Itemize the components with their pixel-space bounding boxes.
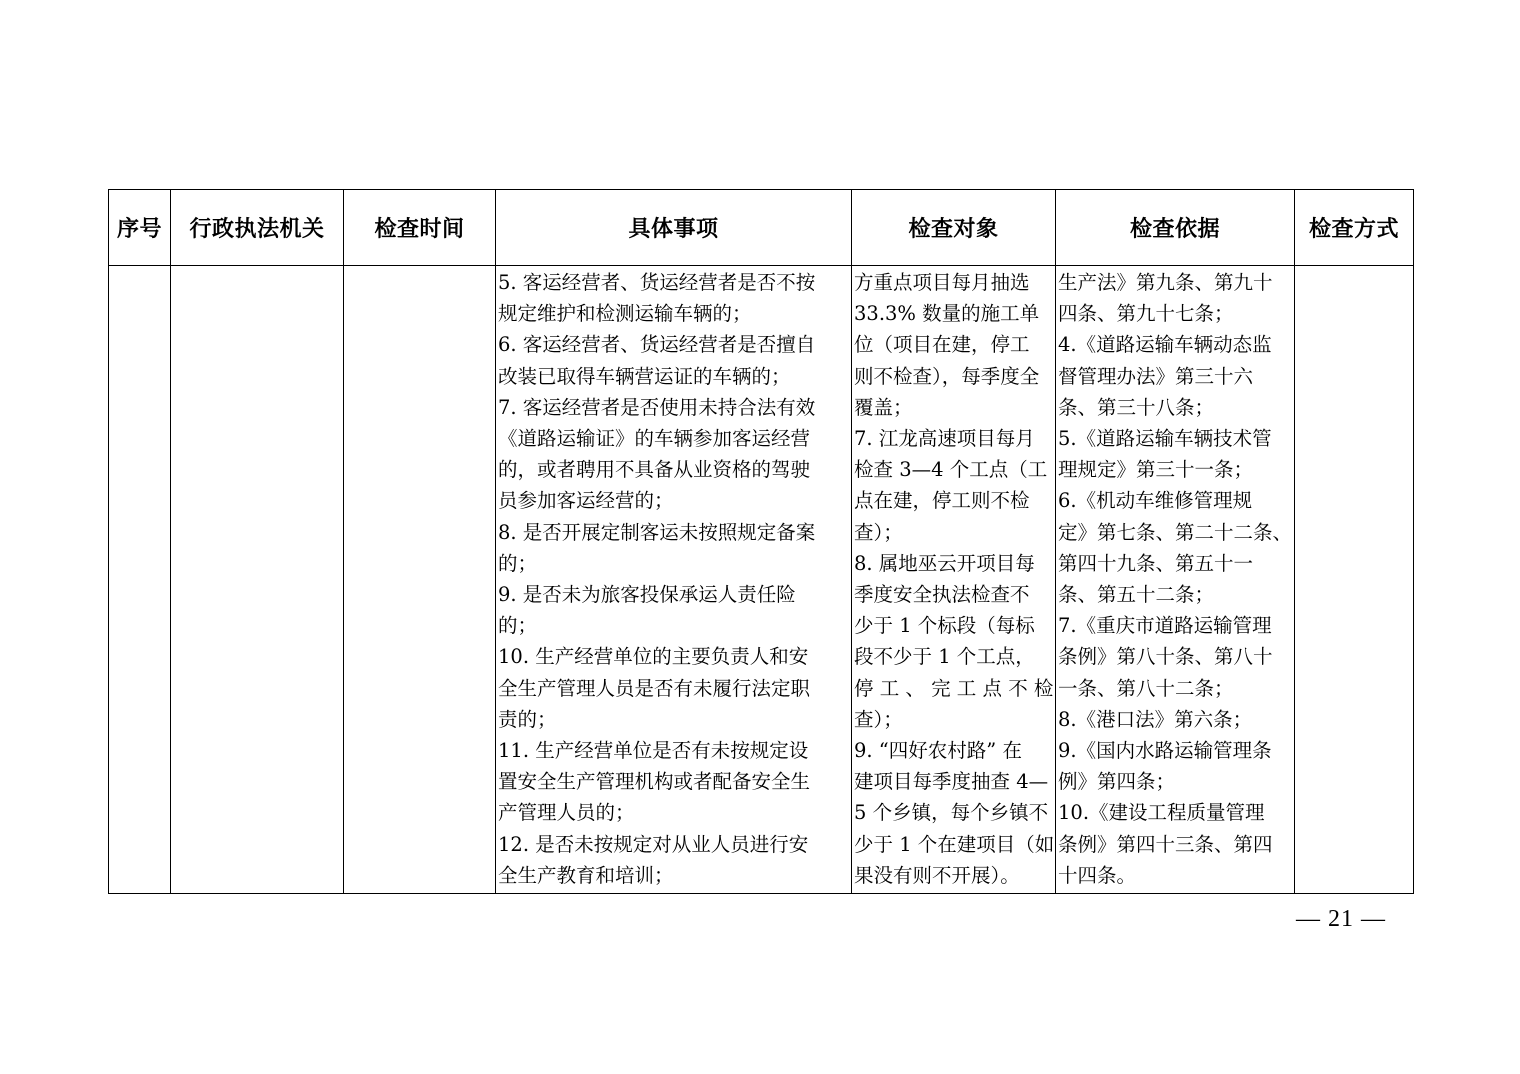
cell-line: 条、第三十八条；	[1058, 395, 1215, 419]
cell-line: 9.《国内水路运输管理条	[1058, 739, 1272, 763]
cell-line: 全生产教育和培训；	[498, 863, 674, 887]
cell-line: 4.《道路运输车辆动态监	[1058, 333, 1272, 357]
header-items: 具体事项	[496, 190, 852, 266]
cell-line: 覆盖；	[854, 395, 913, 419]
cell-line: 9. 是否未为旅客投保承运人责任险	[498, 583, 796, 607]
items-text	[496, 266, 851, 891]
header-method: 检查方式	[1295, 190, 1414, 266]
inspection-table	[108, 189, 1414, 894]
header-basis: 检查依据	[1056, 190, 1295, 266]
cell-line: 查）；	[854, 520, 903, 544]
cell-line: 产管理人员的；	[498, 801, 635, 825]
cell-seq	[109, 266, 171, 894]
cell-line: 条例》第八十条、第八十	[1058, 645, 1273, 669]
cell-line: 查）；	[854, 707, 903, 731]
cell-line: 一条、第八十二条；	[1058, 676, 1234, 700]
cell-line: 员参加客运经营的；	[498, 489, 674, 513]
cell-line: 例》第四条；	[1058, 770, 1176, 794]
cell-line: 9. “四好农村路” 在	[854, 739, 1022, 763]
cell-line: 位（项目在建，停工	[854, 333, 1030, 357]
cell-time	[344, 266, 496, 894]
targets-text	[852, 266, 1055, 891]
cell-line: 8.《港口法》第六条；	[1058, 707, 1253, 731]
cell-line: 十四条。	[1058, 863, 1137, 887]
cell-line: 5.《道路运输车辆技术管	[1058, 427, 1272, 451]
cell-items	[496, 266, 852, 894]
cell-line: 置安全生产管理机构或者配备安全生	[498, 770, 811, 794]
cell-line: 少于 1 个标段（每标	[854, 614, 1035, 638]
cell-line: 果没有则不开展）。	[854, 863, 1020, 887]
cell-line: 少于 1 个在建项目（如	[854, 832, 1055, 856]
cell-line: 段不少于 1 个工点，	[854, 645, 1035, 669]
cell-line: 10. 生产经营单位的主要负责人和安	[498, 645, 809, 669]
cell-line: 8. 是否开展定制客运未按照规定备案	[498, 520, 816, 544]
cell-line: 7.《重庆市道路运输管理	[1058, 614, 1272, 638]
header-seq: 序号	[109, 190, 171, 266]
cell-line: 11. 生产经营单位是否有未按规定设	[498, 739, 809, 763]
cell-line: 7. 江龙高速项目每月	[854, 427, 1035, 451]
cell-line: 全生产管理人员是否有未履行法定职	[498, 676, 811, 700]
cell-targets	[852, 266, 1056, 894]
cell-agency	[171, 266, 344, 894]
table-header-row	[109, 190, 1414, 266]
cell-line: 8. 属地巫云开项目每	[854, 551, 1035, 575]
cell-line: 7. 客运经营者是否使用未持合法有效	[498, 395, 816, 419]
cell-method	[1295, 266, 1414, 894]
header-agency: 行政执法机关	[171, 190, 344, 266]
cell-line: 5 个乡镇，每个乡镇不	[854, 801, 1049, 825]
cell-line: 生产法》第九条、第九十	[1058, 271, 1273, 294]
cell-line: 点在建，停工则不检	[854, 489, 1030, 513]
cell-line: 12. 是否未按规定对从业人员进行安	[498, 832, 809, 856]
cell-line: 建项目每季度抽查 4—	[854, 770, 1049, 794]
cell-line: 方重点项目每月抽选	[854, 271, 1030, 294]
cell-line: 10.《建设工程质量管理	[1058, 801, 1265, 825]
basis-text	[1056, 266, 1294, 891]
cell-line: 《道路运输证》的车辆参加客运经营	[498, 427, 811, 451]
cell-line: 定》第七条、第二十二条、	[1058, 520, 1293, 544]
cell-line: 条例》第四十三条、第四	[1058, 832, 1273, 856]
cell-line: 6. 客运经营者、货运经营者是否擅自	[498, 333, 816, 357]
cell-line: 的，或者聘用不具备从业资格的驾驶	[498, 458, 811, 482]
table-row	[109, 266, 1414, 894]
cell-line: 督管理办法》第三十六	[1058, 364, 1254, 388]
cell-line: 的；	[498, 551, 538, 575]
cell-line: 的；	[498, 614, 538, 638]
cell-line: 责的；	[498, 707, 557, 731]
cell-line: 理规定》第三十一条；	[1058, 458, 1254, 482]
header-targets: 检查对象	[852, 190, 1056, 266]
cell-line: 第四十九条、第五十一	[1058, 551, 1254, 575]
cell-line: 改装已取得车辆营运证的车辆的；	[498, 364, 791, 388]
header-time: 检查时间	[344, 190, 496, 266]
cell-line: 6.《机动车维修管理规	[1058, 489, 1253, 513]
cell-line: 则不检查），每季度全	[854, 364, 1040, 388]
cell-line: 33.3% 数量的施工单	[854, 302, 1040, 326]
cell-line: 规定维护和检测运输车辆的；	[498, 302, 752, 326]
cell-line: 四条、第九十七条；	[1058, 302, 1234, 326]
cell-line: 条、第五十二条；	[1058, 583, 1215, 607]
cell-line: 停 工 、 完 工 点 不 检	[854, 676, 1054, 700]
cell-basis	[1056, 266, 1295, 894]
cell-line: 季度安全执法检查不	[854, 583, 1030, 607]
cell-line: 5. 客运经营者、货运经营者是否不按	[498, 271, 816, 294]
page-number: — 21 —	[1296, 906, 1386, 932]
cell-line: 检查 3—4 个工点（工	[854, 458, 1048, 482]
